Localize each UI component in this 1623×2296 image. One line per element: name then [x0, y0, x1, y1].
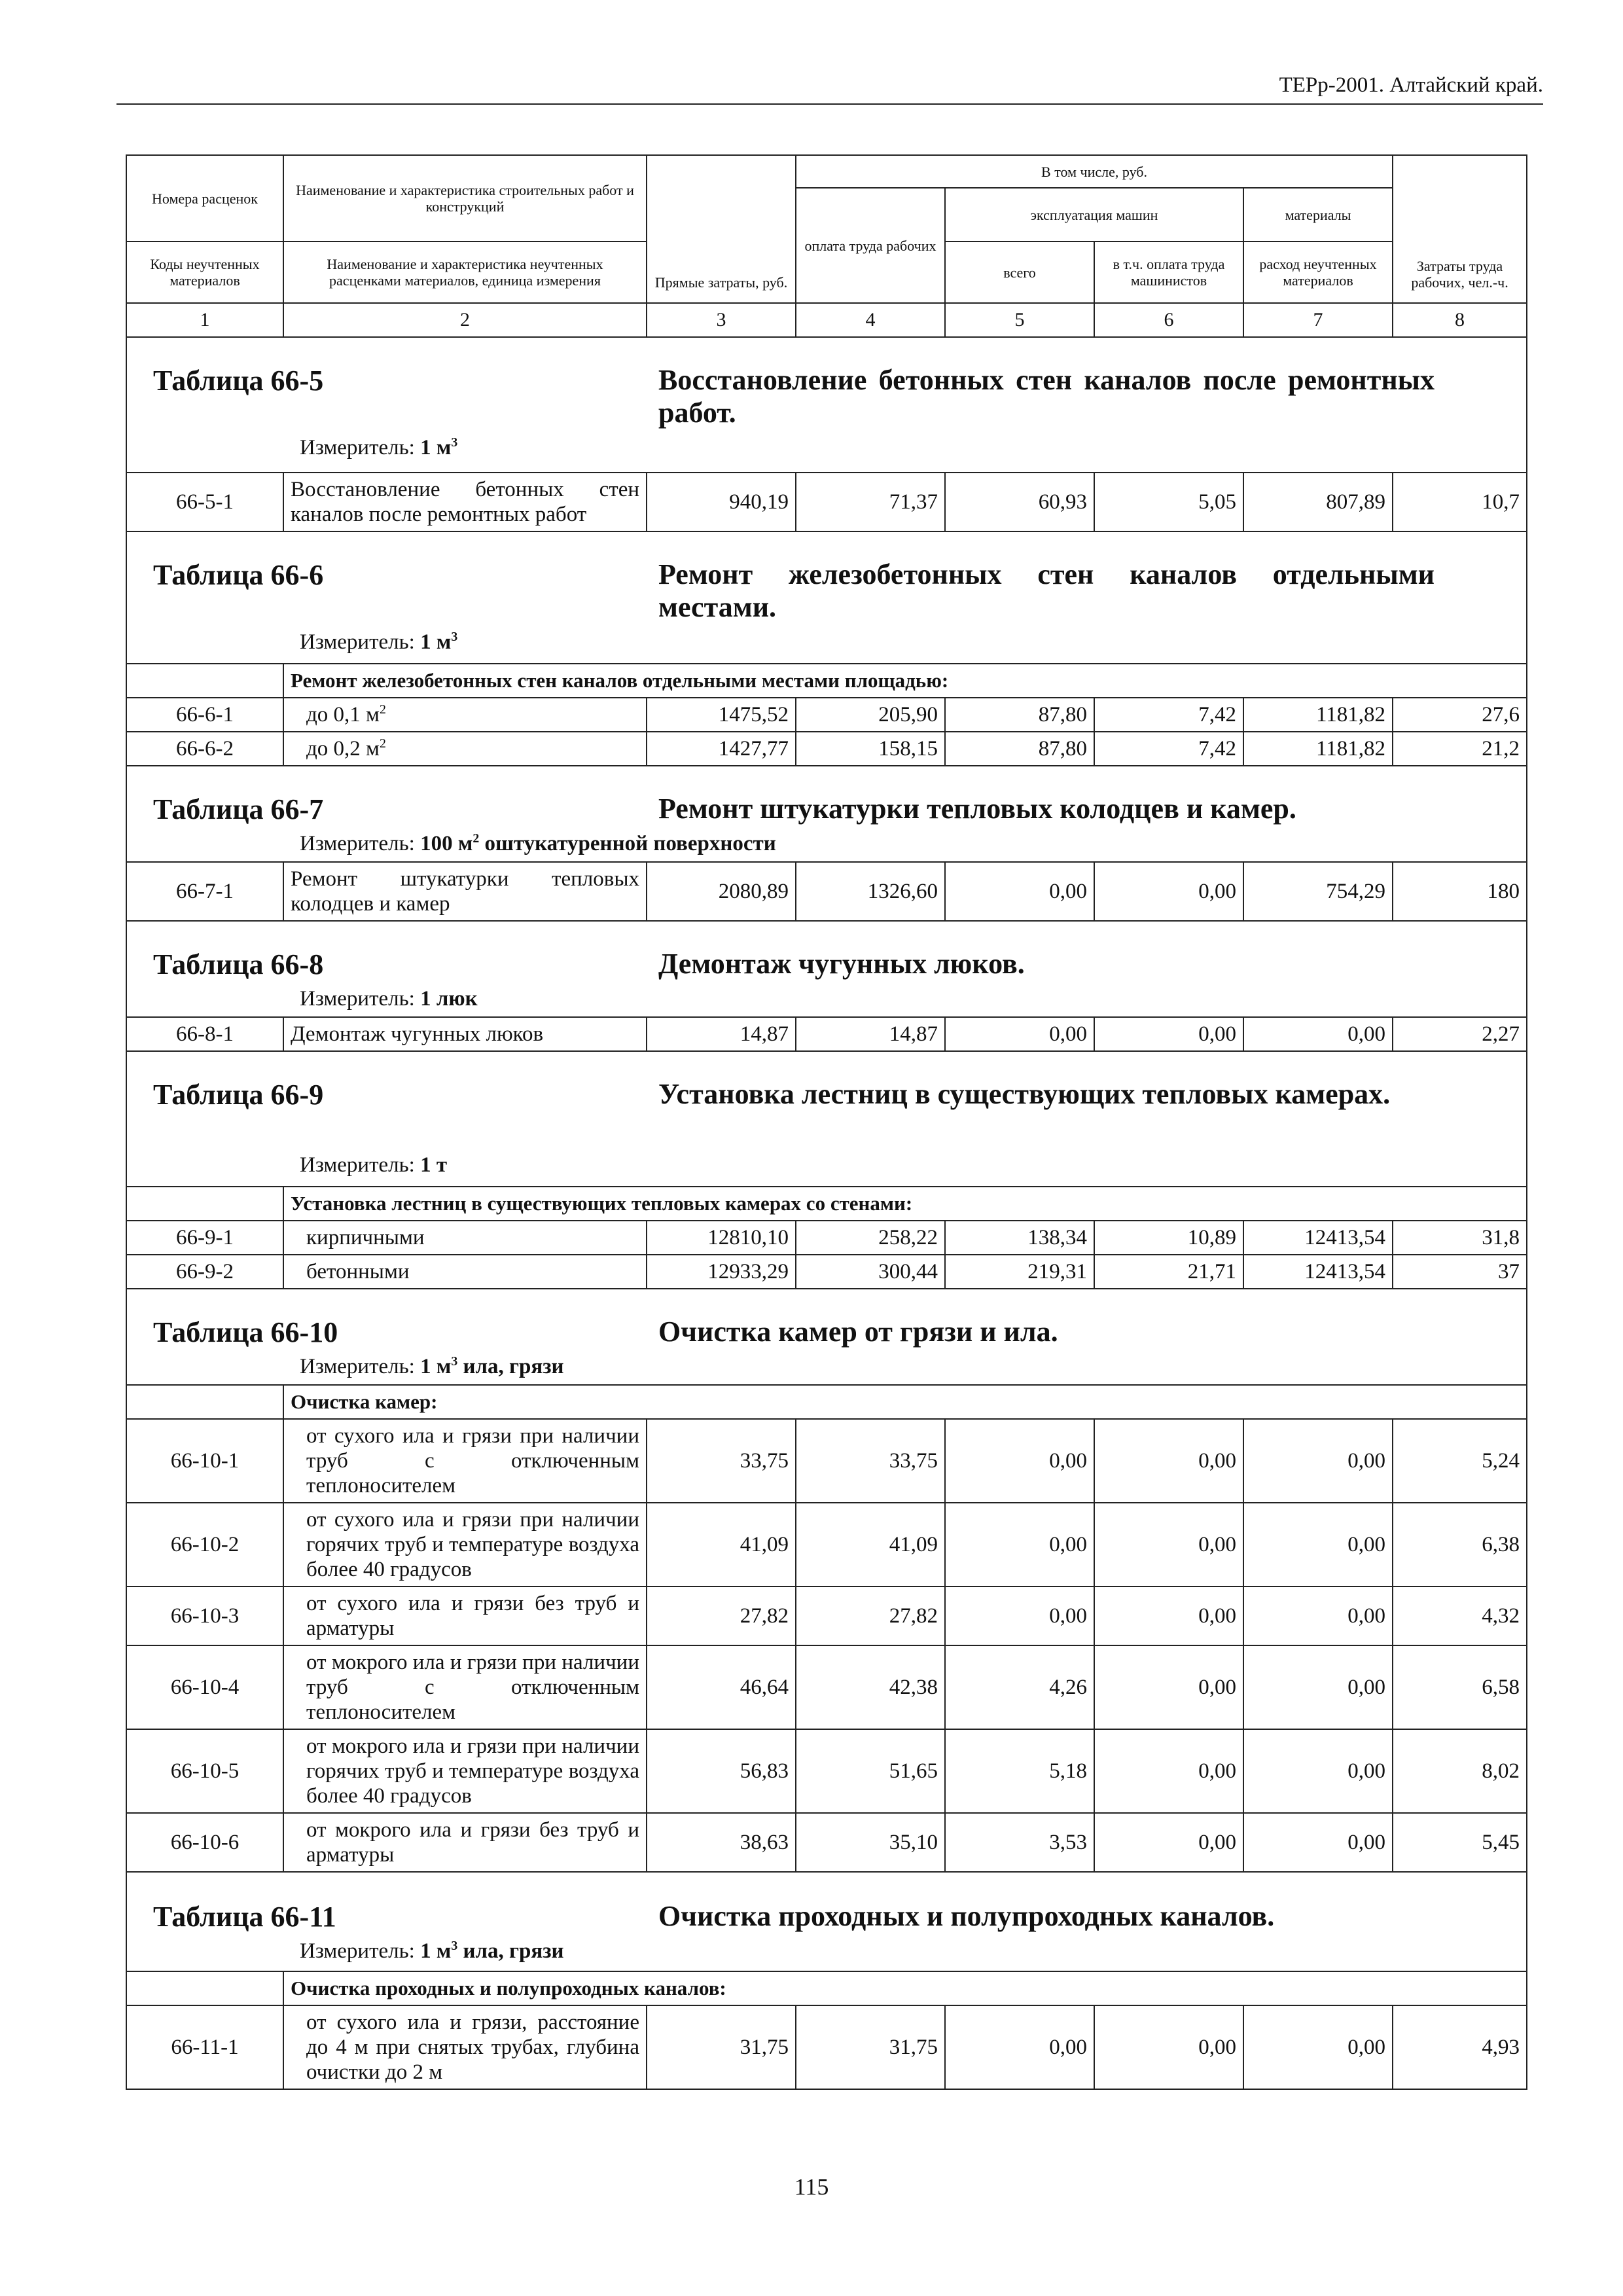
- page-number: 115: [794, 2174, 829, 2200]
- rate-code: 66-6-2: [126, 732, 283, 766]
- work-name: Ремонт штукатурки тепловых колодцев и камер: [283, 862, 647, 921]
- worker-pay: 42,38: [796, 1645, 945, 1729]
- group-row: [126, 1187, 1527, 1221]
- materials-cost: 12413,54: [1243, 1255, 1393, 1289]
- unit-of-measure: Измеритель: 100 $м^2$ оштукатуренной поверхности: [300, 831, 776, 855]
- work-name: от сухого ила и грязи, расстояние до 4 м при снятых трубах, глубина очистки до 2 м: [283, 2005, 647, 2089]
- rate-code: 66-10-2: [126, 1503, 283, 1587]
- machines-total: 60,93: [945, 473, 1094, 531]
- running-head: ТЕРр-2001. Алтайский край.: [1279, 73, 1543, 97]
- machines-total: 219,31: [945, 1255, 1094, 1289]
- direct-cost: 41,09: [647, 1503, 796, 1587]
- labor-hours: 6,38: [1393, 1503, 1527, 1587]
- labor-hours: 31,8: [1393, 1221, 1527, 1255]
- table-row: [126, 1221, 1527, 1255]
- table-title: Таблица 66-10: [153, 1316, 338, 1348]
- table-row: [126, 473, 1527, 531]
- table-row: [126, 1587, 1527, 1645]
- machines-total: 3,53: [945, 1813, 1094, 1872]
- materials-cost: 0,00: [1243, 1645, 1393, 1729]
- header-col5: всего: [945, 242, 1094, 303]
- labor-hours: 4,93: [1393, 2005, 1527, 2089]
- machines-total: 0,00: [945, 2005, 1094, 2089]
- table-description: Очистка проходных и полупроходных каналов.: [658, 1900, 1275, 1932]
- header-row-1: [126, 155, 1527, 188]
- rate-code: 66-11-1: [126, 2005, 283, 2089]
- rate-code: 66-6-1: [126, 698, 283, 732]
- group-row: [126, 1385, 1527, 1419]
- worker-pay: 51,65: [796, 1729, 945, 1813]
- table-heading-row: [126, 531, 1527, 664]
- direct-cost: 38,63: [647, 1813, 796, 1872]
- work-name: Демонтаж чугунных люков: [283, 1017, 647, 1051]
- worker-pay: 27,82: [796, 1587, 945, 1645]
- header-col1-top: Номера расценок: [126, 155, 283, 242]
- machines-total: 138,34: [945, 1221, 1094, 1255]
- direct-cost: 56,83: [647, 1729, 796, 1813]
- worker-pay: 14,87: [796, 1017, 945, 1051]
- worker-pay: 205,90: [796, 698, 945, 732]
- header-col8: Затраты труда рабочих, чел.-ч.: [1393, 155, 1527, 303]
- column-number: 6: [1094, 303, 1243, 337]
- work-name: до 0,1 $м^2$: [283, 698, 647, 732]
- rate-code: 66-10-5: [126, 1729, 283, 1813]
- table-heading-row: [126, 1051, 1527, 1187]
- table-row: [126, 1503, 1527, 1587]
- group-heading: Очистка проходных и полупроходных каналов:: [283, 1971, 1527, 2005]
- column-number: 1: [126, 303, 283, 337]
- table-row: [126, 1813, 1527, 1872]
- table-heading-row: [126, 921, 1527, 1017]
- table-title: Таблица 66-7: [153, 793, 324, 825]
- group-heading: Ремонт железобетонных стен каналов отдельными местами площадью:: [283, 664, 1527, 698]
- labor-hours: 27,6: [1393, 698, 1527, 732]
- direct-cost: 31,75: [647, 2005, 796, 2089]
- table-row: [126, 1017, 1527, 1051]
- labor-hours: 5,45: [1393, 1813, 1527, 1872]
- worker-pay: 31,75: [796, 2005, 945, 2089]
- rates-table: [126, 154, 1527, 2090]
- direct-cost: 1475,52: [647, 698, 796, 732]
- worker-pay: 71,37: [796, 473, 945, 531]
- direct-cost: 14,87: [647, 1017, 796, 1051]
- materials-cost: 12413,54: [1243, 1221, 1393, 1255]
- table-row: [126, 698, 1527, 732]
- header-materials: материалы: [1243, 188, 1393, 242]
- machines-total: 0,00: [945, 1419, 1094, 1503]
- unit-of-measure: Измеритель: 1 люк: [300, 987, 478, 1011]
- machines-total: 87,80: [945, 698, 1094, 732]
- rate-code: 66-5-1: [126, 473, 283, 531]
- work-name: Восстановление бетонных стен каналов после ремонтных работ: [283, 473, 647, 531]
- unit-of-measure: Измеритель: 1 $м^3$: [300, 630, 458, 654]
- machinist-pay: 0,00: [1094, 1503, 1243, 1587]
- header-col6: в т.ч. оплата труда машинистов: [1094, 242, 1243, 303]
- labor-hours: 21,2: [1393, 732, 1527, 766]
- table-title: Таблица 66-5: [153, 365, 324, 397]
- worker-pay: 300,44: [796, 1255, 945, 1289]
- machinist-pay: 0,00: [1094, 1017, 1243, 1051]
- header-col2-bottom: Наименование и характеристика неучтенных расценками материалов, единица измерения: [283, 242, 647, 303]
- rate-code: 66-9-2: [126, 1255, 283, 1289]
- worker-pay: 35,10: [796, 1813, 945, 1872]
- rate-code: 66-9-1: [126, 1221, 283, 1255]
- machinist-pay: 0,00: [1094, 862, 1243, 921]
- machinist-pay: 10,89: [1094, 1221, 1243, 1255]
- machinist-pay: 7,42: [1094, 732, 1243, 766]
- direct-cost: 1427,77: [647, 732, 796, 766]
- table-row: [126, 1729, 1527, 1813]
- direct-cost: 12810,10: [647, 1221, 796, 1255]
- header-machines: эксплуатация машин: [945, 188, 1243, 242]
- column-number: 7: [1243, 303, 1393, 337]
- rate-code: 66-10-1: [126, 1419, 283, 1503]
- table-heading-row: [126, 766, 1527, 862]
- column-number: 3: [647, 303, 796, 337]
- labor-hours: 8,02: [1393, 1729, 1527, 1813]
- table-title: Таблица 66-9: [153, 1079, 324, 1111]
- machinist-pay: 0,00: [1094, 1587, 1243, 1645]
- table-heading-row: [126, 1289, 1527, 1385]
- group-heading: Очистка камер:: [283, 1385, 1527, 1419]
- machinist-pay: 5,05: [1094, 473, 1243, 531]
- column-number: 5: [945, 303, 1094, 337]
- machinist-pay: 0,00: [1094, 2005, 1243, 2089]
- header-col3: Прямые затраты, руб.: [647, 155, 796, 303]
- machines-total: 5,18: [945, 1729, 1094, 1813]
- table-row: [126, 1645, 1527, 1729]
- work-name: от сухого ила и грязи при наличии горячих труб и температуре воздуха более 40 градусов: [283, 1503, 647, 1587]
- materials-cost: 1181,82: [1243, 698, 1393, 732]
- rate-code: 66-10-6: [126, 1813, 283, 1872]
- table-description: Восстановление бетонных стен каналов после ремонтных работ.: [658, 364, 1435, 429]
- worker-pay: 33,75: [796, 1419, 945, 1503]
- materials-cost: 754,29: [1243, 862, 1393, 921]
- direct-cost: 12933,29: [647, 1255, 796, 1289]
- machines-total: 87,80: [945, 732, 1094, 766]
- rate-code: 66-10-4: [126, 1645, 283, 1729]
- header-col1-bottom: Коды неучтенных материалов: [126, 242, 283, 303]
- materials-cost: 0,00: [1243, 1729, 1393, 1813]
- group-row: [126, 664, 1527, 698]
- materials-cost: 0,00: [1243, 2005, 1393, 2089]
- work-name: бетонными: [283, 1255, 647, 1289]
- labor-hours: 2,27: [1393, 1017, 1527, 1051]
- materials-cost: 1181,82: [1243, 732, 1393, 766]
- header-col4: оплата труда рабочих: [796, 188, 945, 303]
- unit-of-measure: Измеритель: 1 $м^3$: [300, 435, 458, 459]
- work-name: кирпичными: [283, 1221, 647, 1255]
- materials-cost: 0,00: [1243, 1017, 1393, 1051]
- rate-code: 66-7-1: [126, 862, 283, 921]
- machines-total: 0,00: [945, 1587, 1094, 1645]
- unit-of-measure: Измеритель: 1 т: [300, 1153, 448, 1177]
- table-description: Демонтаж чугунных люков.: [658, 948, 1025, 980]
- work-name: от мокрого ила и грязи при наличии труб с отключенным теплоносителем: [283, 1645, 647, 1729]
- worker-pay: 1326,60: [796, 862, 945, 921]
- work-name: до 0,2 $м^2$: [283, 732, 647, 766]
- table-heading-row: [126, 337, 1527, 473]
- labor-hours: 5,24: [1393, 1419, 1527, 1503]
- work-name: от сухого ила и грязи без труб и арматуры: [283, 1587, 647, 1645]
- work-name: от мокрого ила и грязи при наличии горячих труб и температуре воздуха более 40 градусов: [283, 1729, 647, 1813]
- table-description: Ремонт железобетонных стен каналов отдельными местами.: [658, 558, 1435, 623]
- work-name: от мокрого ила и грязи без труб и арматуры: [283, 1813, 647, 1872]
- direct-cost: 46,64: [647, 1645, 796, 1729]
- table-description: Установка лестниц в существующих тепловых камерах.: [658, 1078, 1391, 1110]
- table-heading-row: [126, 1872, 1527, 1971]
- machines-total: 0,00: [945, 1017, 1094, 1051]
- machines-total: 4,26: [945, 1645, 1094, 1729]
- column-number-row: [126, 303, 1527, 337]
- unit-of-measure: Измеритель: 1 $м^3$ ила, грязи: [300, 1939, 564, 1963]
- materials-cost: 0,00: [1243, 1503, 1393, 1587]
- rate-code: 66-10-3: [126, 1587, 283, 1645]
- machines-total: 0,00: [945, 862, 1094, 921]
- direct-cost: 940,19: [647, 473, 796, 531]
- unit-of-measure: Измеритель: 1 $м^3$ ила, грязи: [300, 1354, 564, 1378]
- column-number: 4: [796, 303, 945, 337]
- materials-cost: 0,00: [1243, 1813, 1393, 1872]
- header-incl: В том числе, руб.: [796, 155, 1393, 188]
- table-title: Таблица 66-8: [153, 948, 324, 980]
- group-row: [126, 1971, 1527, 2005]
- materials-cost: 807,89: [1243, 473, 1393, 531]
- materials-cost: 0,00: [1243, 1587, 1393, 1645]
- header-rule: [116, 103, 1543, 105]
- header-col7: расход неучтенных материалов: [1243, 242, 1393, 303]
- table-title: Таблица 66-6: [153, 559, 324, 591]
- worker-pay: 258,22: [796, 1221, 945, 1255]
- table-row: [126, 2005, 1527, 2089]
- table-title: Таблица 66-11: [153, 1901, 336, 1933]
- worker-pay: 158,15: [796, 732, 945, 766]
- materials-cost: 0,00: [1243, 1419, 1393, 1503]
- labor-hours: 10,7: [1393, 473, 1527, 531]
- machinist-pay: 21,71: [1094, 1255, 1243, 1289]
- column-number: 8: [1393, 303, 1527, 337]
- table-row: [126, 1419, 1527, 1503]
- table-row: [126, 732, 1527, 766]
- machinist-pay: 7,42: [1094, 698, 1243, 732]
- labor-hours: 6,58: [1393, 1645, 1527, 1729]
- table-description: Очистка камер от грязи и ила.: [658, 1316, 1058, 1348]
- table-row: [126, 1255, 1527, 1289]
- labor-hours: 4,32: [1393, 1587, 1527, 1645]
- table-description: Ремонт штукатурки тепловых колодцев и камер.: [658, 793, 1296, 825]
- worker-pay: 41,09: [796, 1503, 945, 1587]
- machinist-pay: 0,00: [1094, 1729, 1243, 1813]
- column-number: 2: [283, 303, 647, 337]
- machinist-pay: 0,00: [1094, 1419, 1243, 1503]
- machines-total: 0,00: [945, 1503, 1094, 1587]
- machinist-pay: 0,00: [1094, 1645, 1243, 1729]
- header-col2-top: Наименование и характеристика строительных работ и конструкций: [283, 155, 647, 242]
- work-name: от сухого ила и грязи при наличии труб с отключенным теплоносителем: [283, 1419, 647, 1503]
- labor-hours: 180: [1393, 862, 1527, 921]
- table-row: [126, 862, 1527, 921]
- direct-cost: 27,82: [647, 1587, 796, 1645]
- machinist-pay: 0,00: [1094, 1813, 1243, 1872]
- rate-code: 66-8-1: [126, 1017, 283, 1051]
- group-heading: Установка лестниц в существующих тепловых камерах со стенами:: [283, 1187, 1527, 1221]
- labor-hours: 37: [1393, 1255, 1527, 1289]
- direct-cost: 2080,89: [647, 862, 796, 921]
- direct-cost: 33,75: [647, 1419, 796, 1503]
